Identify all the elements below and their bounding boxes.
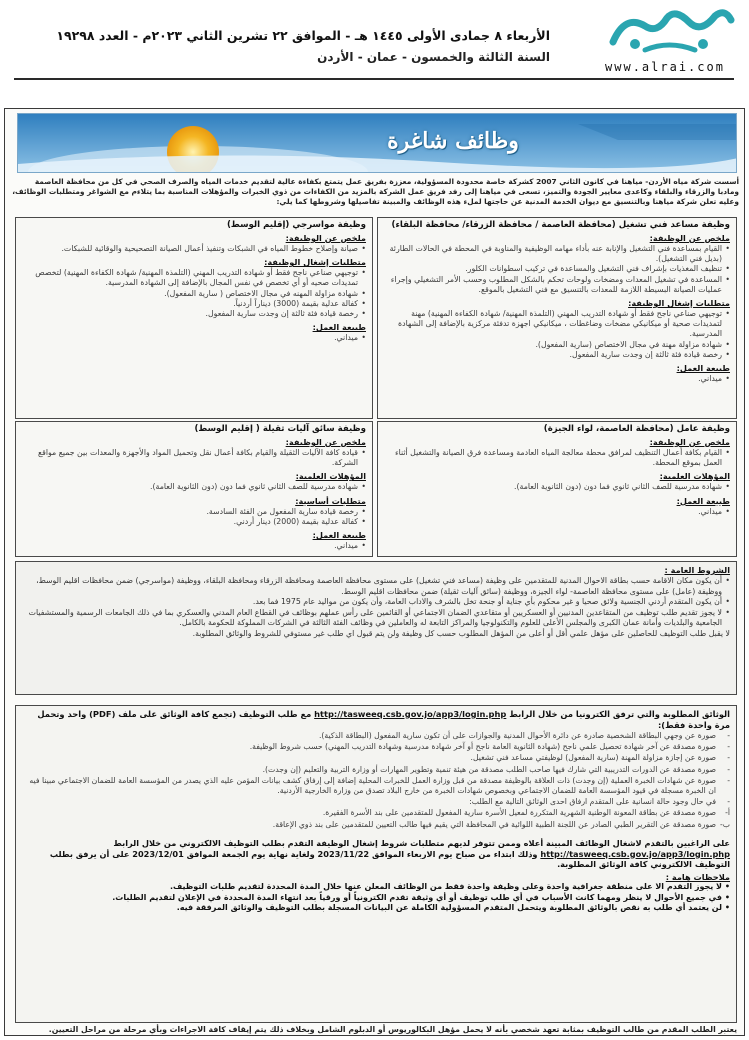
section-label: طبيعة العمل:	[676, 495, 730, 506]
section-label: ملخص عن الوظيفة:	[649, 233, 730, 243]
alrai-logo	[605, 4, 735, 56]
section-label: ملخص عن الوظيفة:	[285, 233, 366, 243]
list-item: • القيام بمساعدة فني التشغيل والإنابة عنه بأداء مهامه الوظيفية والمناوبة في المحطة في الحالات الطارئة (بديل فني التشغيل).	[384, 244, 730, 264]
footer-declaration: يعتبر الطلب المقدم من طالب التوظيف بمثابة تعهد شخصي بأنه لا يحمل مؤهل البكالوريوس أو الدبلوم الشامل وبخلاف ذلك يتم إيقاف كافة الاجراءات وبأي مرحلة من مراحل التعيين.	[48, 1025, 737, 1034]
document-item: ب- صورة مصدقة عن التقرير الطبي الصادر عن اللجنة الطبية اللوائية في المحافظة التي يقيم فيها طالب التعيين للمتقدمين على بند ذوي الإعاقة.	[272, 819, 730, 829]
list-item: • القيام بكافة أعمال التنظيف لمرافق محطة معالجة المياه العادمة ومساعدة فرق الصيانة والتشغيل أثناء العمل بموقع المحطة.	[384, 448, 730, 468]
document-item: - في حال وجود حالة انسانية على المتقدم ارفاق احدى الوثائق التالية مع الطلب:	[469, 797, 730, 807]
application-instructions: على الراغبين بالتقدم لاشغال الوظائف المبينة أعلاه وممن تتوفر لديهم متطلبات شروط إشغال الوظيفة التقدم بطلب التوظيف الالكتروني من خلال الرابط http://tasweeq.csb.gov.jo/app3/login.php وذلك ابتداء من صباح يوم الاربعاء الموافق 2023/11/22 ولغاية نهاية يوم الجمعة الموافق 2023/12/01 على أن يرفق بطلب التوظيف الالكتروني كافة الوثائق المطلوبة.	[49, 837, 730, 870]
note-item: • لا يجوز التقدم الا على منطقة جغرافية واحدة وعلى وظيفة واحدة فقط من الوظائف المعلن عنها خلال المدة المحددة لتقديم طلبات التوظيف.	[22, 882, 730, 893]
note-item: • لن يعتمد أي طلب به نقص بالوثائق المطلوبة ويتحمل المتقدم المسؤولية الكاملة عن البيانات المسجلة بطلب التوظيف والوثائق المرفقة فيه.	[22, 903, 730, 914]
list-item: • رخصة قيادة سارية المفعول من الفئة السادسة.	[22, 507, 366, 517]
list-item: • توجيهي صناعي ناجح فقط أو شهادة التدريب المهني (التلمذة المهنية/ شهادة الكفاءة المهنية) مهنة لتمديدات صحية أو ميكانيكي مضخات وضاغطات ، ميكانيكي اجهزة تدفئة مركزية بالإضافة إلى الشهادة المدرسية.	[384, 309, 730, 340]
job-card-worker	[377, 421, 737, 557]
list-item: • رخصة قيادة فئة ثالثة إن وجدت سارية المفعول.	[384, 350, 730, 360]
list-item: • صيانة وإصلاح خطوط المياه في الشبكات وتنفيذ أعمال الصيانة التصحيحية والوقائية للشبكات.	[22, 244, 366, 254]
list-item: • ميداني.	[384, 374, 730, 384]
documents-heading-text: مع طلب التوظيف (تجمع كافة الوثائق على ملف (PDF) واحد وتحمل مرة واحدة فقط):	[37, 709, 730, 730]
list-item: • أن يكون المتقدم أردني الجنسية ولائق صحيا و غير محكوم بأي جناية أو جنحة تخل بالشرف والاداب العامة، وأن يكون من مواليد عام 1975 فما بعد.	[22, 597, 730, 608]
document-item: - صورة عن إجازة مزاولة المهنة (سارية المفعول) لوظيفتي مساعد فني تشغيل.	[470, 753, 730, 763]
list-item: • المساعدة في تشغيل المعدات ومضخات ولوحات تحكم بالشكل المطلوب وحسب الأمر التشغيلي وإجراء عمليات الصيانة البسيطة اللازمة للمعدات بالتنسيق مع فني التشغيل بالموقع.	[384, 275, 730, 295]
newspaper-masthead	[0, 0, 749, 96]
list-item: • كفالة عدلية بقيمة (2000) دينار أردني.	[22, 517, 366, 527]
list-item: • شهادة مدرسية للصف الثاني ثانوي فما دون (دون الثانوية العامة).	[22, 482, 366, 492]
company-intro: أسست شركة مياه الأردن- مياهنا في كانون الثاني 2007 كشركة خاصة محدودة المسؤولية، معززة بفريق عمل يتمتع بكفاءة عالية لتقديم خدمات المياه والصرف الصحي في كل من محافظة العاصمة ومادبا والزرقاء والبلقاء وكاعدى معايير الجودة والتميز، تسعى في مياهنا إلى رفد فريق عمل الشركة بالمزيد من الكفاءات من ذوي الخبرات والمؤهلات المناسبة بما يتلاءم مع الشواغر ومتطلبات الوظائف، وعليه تعلن شركة مياهنا وبالتنسيق مع ديوان الخدمة المدنية عن حاجتها لملء هذه الوظائف والمبينة تفاصيلها وشروطها كما يلي:	[12, 177, 739, 206]
section-label: المؤهلات العلمية:	[295, 471, 366, 482]
document-item: - صورة مصدقة عن الدورات التدريبية التي شارك فيها صاحب الطلب مصدقة من هيئة تنمية وتطوير المهارات أو وزارة التربية والتعليم (إن وجدت).	[262, 764, 730, 774]
section-label: الشروط العامة :	[664, 565, 730, 575]
application-link[interactable]: http://tasweeq.csb.gov.jo/app3/login.php	[314, 709, 507, 719]
list-item: • رخصة قيادة فئة ثالثة إن وجدت سارية المفعول.	[22, 309, 366, 319]
section-label: طبيعة العمل:	[676, 363, 730, 374]
list-item: • ميداني.	[384, 507, 730, 517]
job-advertisement	[4, 108, 745, 1036]
documents-heading-text: الوثائق المطلوبة والتي ترفق الكترونيا من خلال الرابط	[509, 709, 730, 719]
job-title: وظيفة سائق آليات ثقيلة ( إقليم الوسط)	[194, 424, 366, 434]
masthead-divider	[14, 78, 734, 80]
document-item: أ- صورة مصدقة عن بطاقة المعونة الوطنية الشهرية المتكررة لمعيل الأسرة سارية المفعول للمتقدمين على بند الأسرة الفقيرة.	[322, 808, 730, 818]
general-terms	[15, 561, 737, 695]
section-label: ملخص عن الوظيفة:	[285, 437, 366, 447]
job-title: وظيفة مساعد فني تشغيل (محافظة العاصمة / محافظة الزرقاء/ محافظة البلقاء)	[391, 220, 730, 230]
section-label: متطلبات إشغال الوظيفة:	[628, 298, 730, 309]
job-title: وظيفة مواسرجي (إقليم الوسط)	[226, 220, 366, 230]
section-label: ملخص عن الوظيفة:	[649, 437, 730, 447]
site-url[interactable]: www.alrai.com	[605, 60, 725, 74]
list-item: • توجيهي صناعي ناجح فقط أو شهادة التدريب المهني (التلمذة المهنية/ شهادة الكفاءة المهنية) لتخصص تمديدات صحيه أو أي تخصص في نفس المجال بالإضافة إلى الشهادة المدرسية.	[22, 268, 366, 288]
document-item: - صورة مصدقة عن آخر شهادة تحصيل علمي ناجح (شهادة الثانوية العامة ناجح أو آخر شهادة مدرسية وشهادة التدريب المهني) حسب شروط الوظيفة.	[249, 742, 730, 752]
vacancies-banner	[17, 113, 737, 173]
issue-dateline: الأربعاء ٨ جمادى الأولى ١٤٤٥ هـ - الموافق ٢٢ تشرين الثاني ٢٠٢٣م - العدد ١٩٢٩٨	[56, 28, 550, 43]
application-link[interactable]: http://tasweeq.csb.gov.jo/app3/login.php	[540, 848, 730, 859]
issue-subline: السنة الثالثة والخمسون - عمان - الأردن	[317, 50, 550, 64]
job-card-operations-assistant	[377, 217, 737, 419]
document-item: - صورة عن وجهي البطاقة الشخصية صادرة عن دائرة الأحوال المدنية والجوازات على أن تكون سارية المفعول (البطاقة الذكية).	[318, 731, 730, 740]
list-item: • تنظيف المغذيات بإشراف فني التشغيل والمساعدة في تركيب اسطوانات الكلور.	[384, 264, 730, 274]
job-title: وظيفة عامل (محافظة العاصمة، لواء الجيزة)	[543, 424, 730, 434]
list-item: • كفالة عدلية بقيمة (3000) ديناراً أردنياً.	[22, 299, 366, 309]
list-item: • شهادة مزاولة مهنة في مجال الاختصاص (سارية المفعول).	[384, 340, 730, 350]
list-item: • شهادة مدرسية للصف الثاني ثانوي فما دون (دون الثانوية العامة).	[384, 482, 730, 492]
list-item: • قيادة كافة الآليات الثقيلة والقيام بكافة أعمال نقل وتحميل المواد والأجهزة والمعدات بين جميع مواقع الشركة.	[22, 448, 366, 468]
notes-title: ملاحظات هامة :	[665, 872, 730, 883]
banner-title: وظائف شاغرة	[387, 128, 519, 154]
note-item: • في جميع الأحوال لا ينظر ومهما كانت الأسباب في أي طلب توظيف أو أي وثيقة تقدم الكترونياً أو ورقياً بعد انتهاء المدة المحددة في الإعلان لتقديم الطلبات.	[22, 893, 730, 904]
document-item: - صورة عن شهادات الخبرة العملية (إن وجدت) ذات العلاقة بالوظيفة مصدقة من قبل وزارة العمل للخبرات المحلية إضافة إلى إرفاق كشف بيانات المؤمن عليه الذي يصدر من المؤسسة العامة للضمان الاجتماعي مبينا فيه ان الخبرة مسجلة في قيود المؤسسة العامة للضمان الاجتماعي وبخصوص شهادات الخبرة من خارج البلاد تصدق من وزارة الخارجية الأردنية.	[29, 775, 730, 796]
job-card-heavy-vehicle-driver	[15, 421, 373, 557]
required-documents	[15, 705, 737, 1023]
section-label: متطلبات أساسية:	[295, 495, 366, 506]
list-item: • أن يكون مكان الاقامة حسب بطاقة الاحوال المدنية للمتقدمين على وظيفة (مساعد فني تشغيل) على مستوى محافظة العاصمة ومحافظة الزرقاء ومحافظة البلقاء، ووظيفة (مواسرجي) ضمن محافظات اقليم الوسط، ووظيفة (عامل) على مستوى محافظة العاصمة- لواء الجيزة، ووظيفة (سائق آليات ثقيلة) ضمن محافظات اقليم الوسط.	[22, 576, 730, 597]
section-label: طبيعة العمل:	[312, 530, 366, 541]
section-label: المؤهلات العلمية:	[659, 471, 730, 482]
section-label: طبيعة العمل:	[312, 322, 366, 333]
list-item: • ميداني.	[22, 541, 366, 551]
list-item: • شهادة مزاولة المهنه في مجال الاختصاص ( سارية المفعول).	[22, 289, 366, 299]
terms-closing: لا يقبل طلب التوظيف للحاصلين على مؤهل علمي أقل أو أعلى من المؤهل المطلوب حسب كل وظيفة ولن يتم قبول اي طلب غير مستوفي للشروط والوثائق المطلوبة.	[192, 628, 730, 638]
job-card-plumber	[15, 217, 373, 419]
section-label: متطلبات إشغال الوظيفة:	[264, 257, 366, 268]
list-item: • ميداني.	[22, 333, 366, 343]
list-item: • لا يجوز تقديم طلب توظيف من المتقاعدين المدنيين أو العسكريين أو متقاعدي الضمان الاجتماعي أو القائمين على رأس عملهم بوظائف في القطاع العام المدني والعسكري بما في ذلك الجامعات الرسمية والمستشفيات الجامعية والبلديات وأمانة عمان الكبرى والمجلس الأعلى للعلوم والتكنولوجيا والمراكز التابعة له والعاملين في وظائف الفئة الثالثة في الشركات المملوكة للحكومة بالكامل.	[22, 608, 730, 629]
documents-heading	[22, 709, 730, 731]
